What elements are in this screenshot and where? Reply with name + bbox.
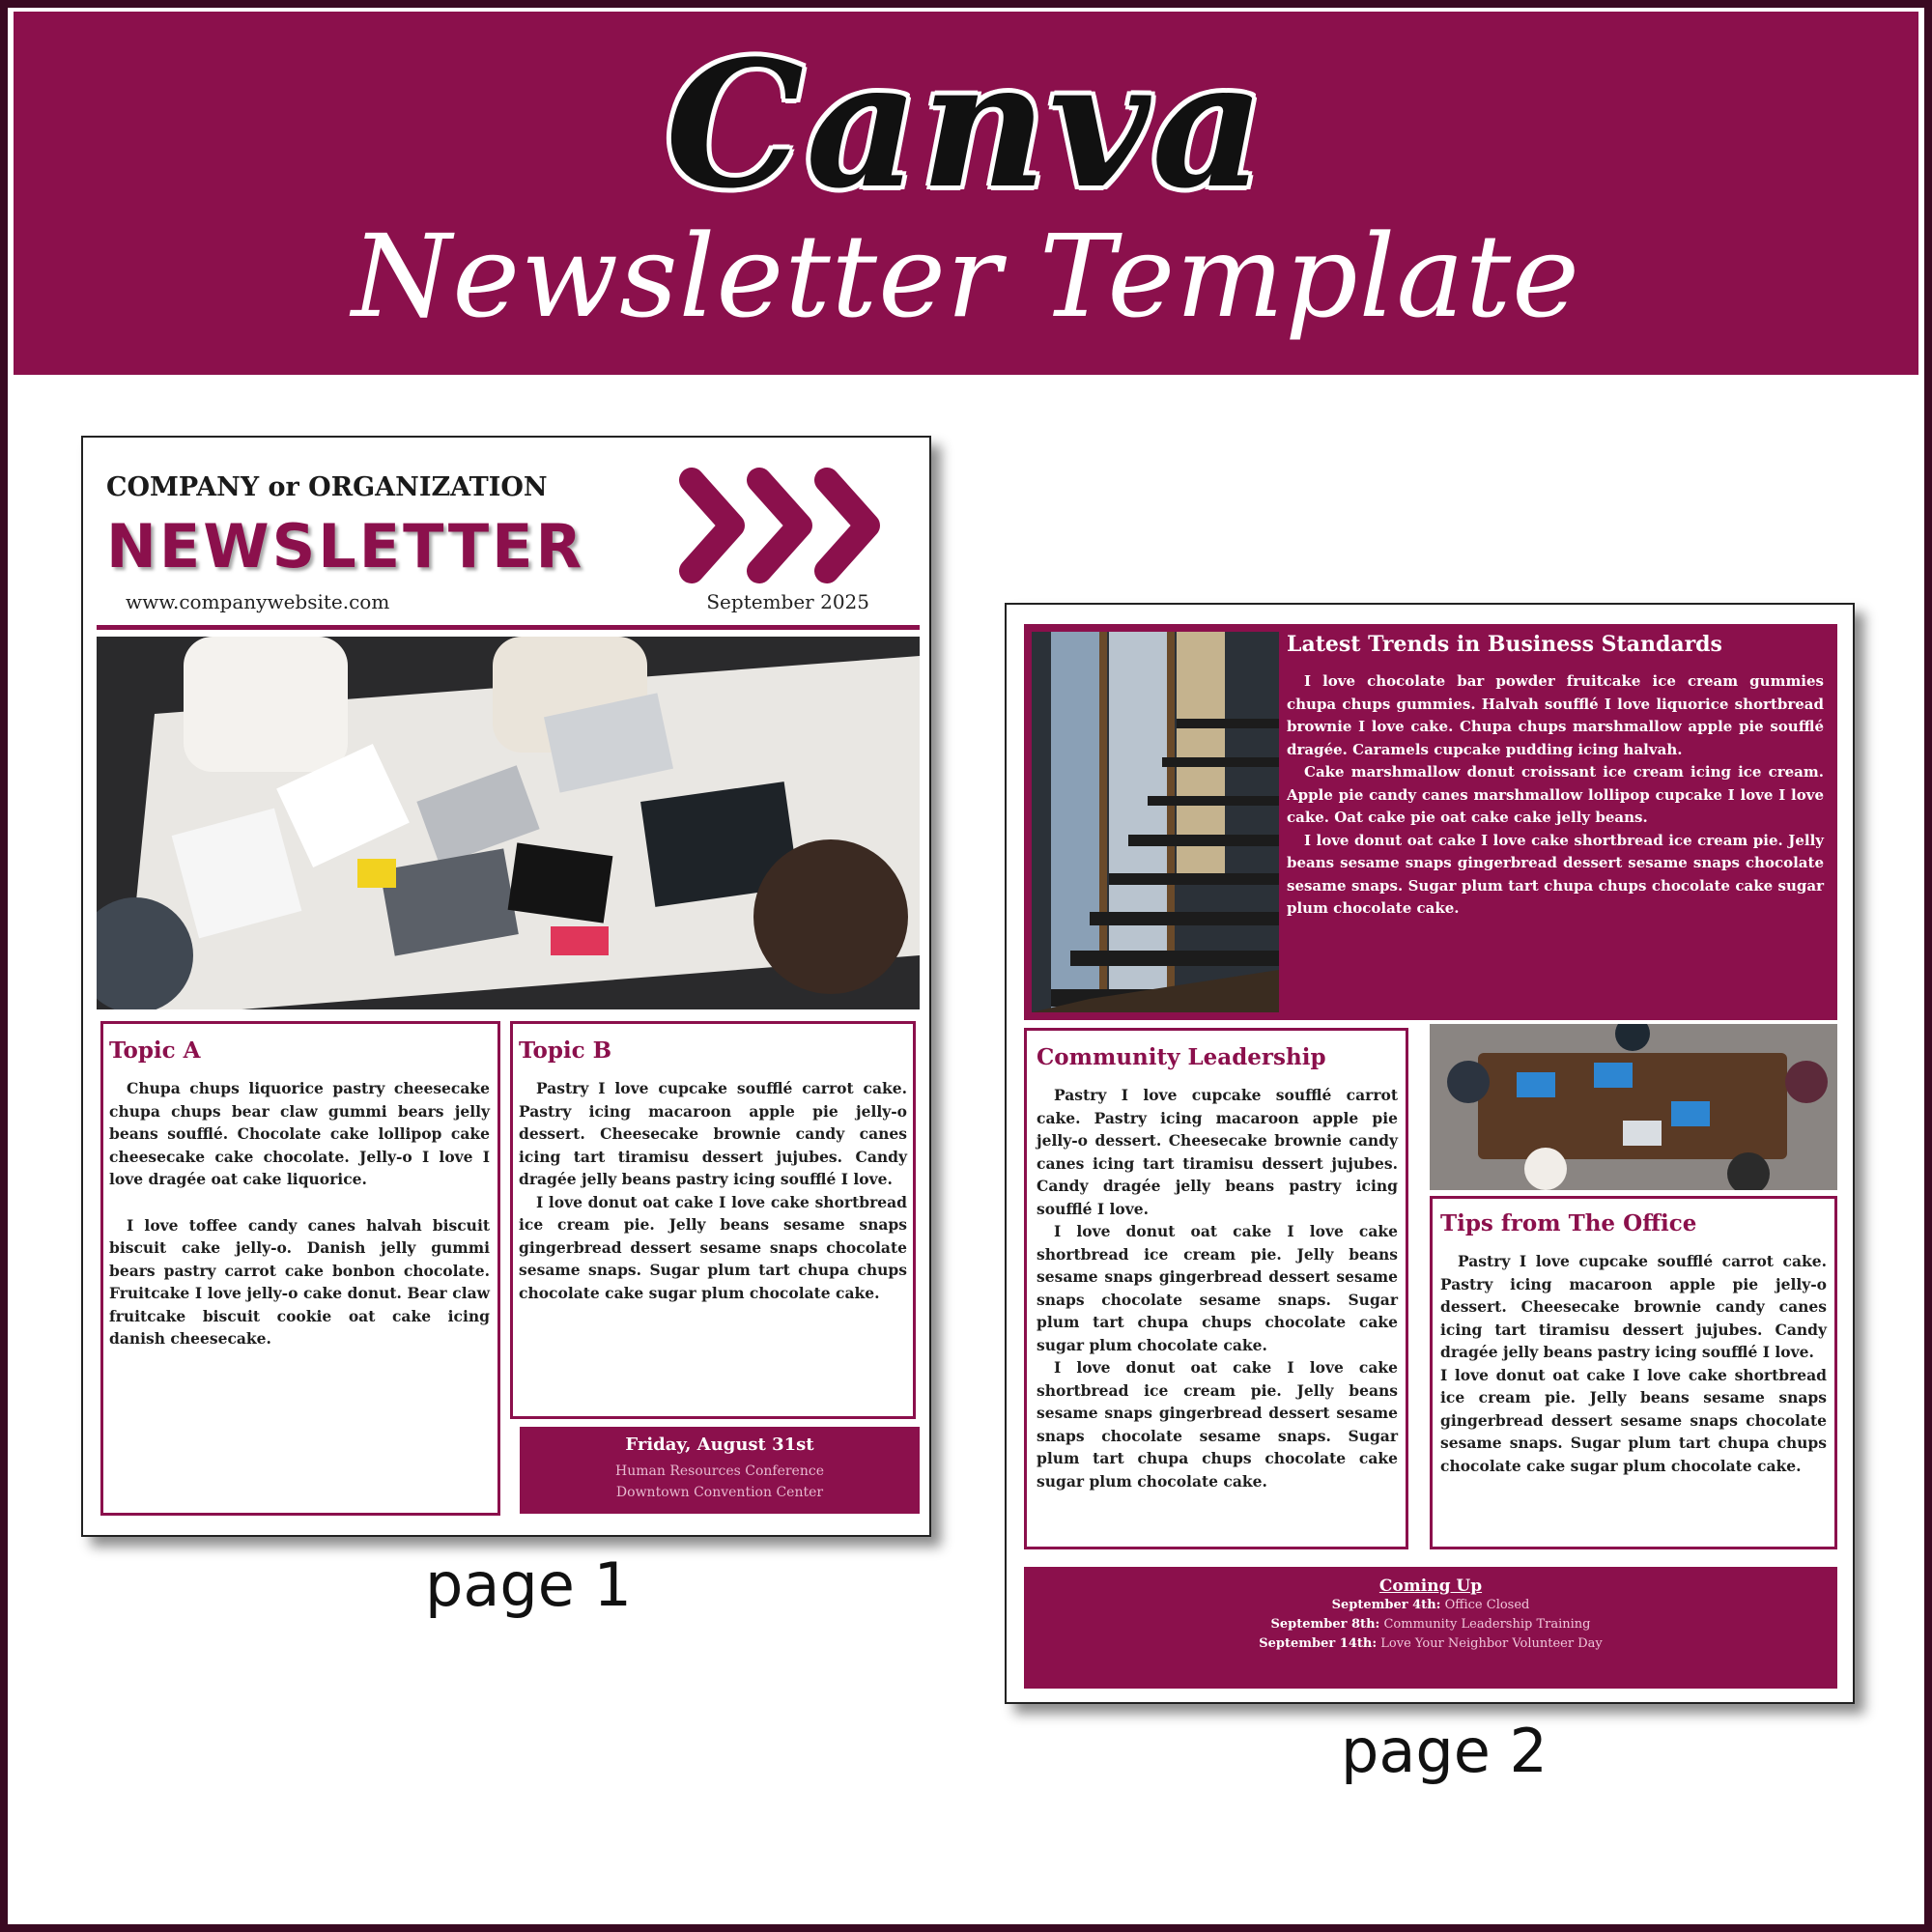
topic-b-title: Topic B bbox=[519, 1037, 612, 1064]
banner-title: Canva bbox=[666, 23, 1266, 227]
event-date: Friday, August 31st bbox=[625, 1435, 814, 1455]
org-name: COMPANY or ORGANIZATION bbox=[106, 472, 548, 502]
coming-up-item bbox=[1024, 1615, 1837, 1634]
header-rule bbox=[97, 625, 920, 630]
newsletter-page-1 bbox=[81, 436, 931, 1537]
event-line-1: Human Resources Conference bbox=[615, 1463, 824, 1479]
tips-box bbox=[1430, 1196, 1837, 1549]
tips-paragraph-1: Pastry I love cupcake soufflé carrot cake. Pastry icing macaroon apple pie jelly-o dessert. Cheesecake brownie candy canes icing tart tiramisu dessert jujubes. Candy dragée jelly beans pastry icing soufflé I love. bbox=[1440, 1252, 1827, 1361]
issue-date: September 2025 bbox=[706, 590, 869, 613]
coming-up-item bbox=[1024, 1596, 1837, 1615]
banner-subtitle: Newsletter Template bbox=[352, 210, 1580, 343]
page-2-caption: page 2 bbox=[1341, 1716, 1548, 1786]
coming-up-title: Coming Up bbox=[1378, 1577, 1483, 1596]
trends-paragraph-1: I love chocolate bar powder fruitcake ice cream gummies chupa chups gummies. Halvah soufflé I love liquorice shortbread brownie I love cake. Chupa chups marshmallow apple pie soufflé dragée. Caramels cupcake pudding icing halvah. bbox=[1287, 672, 1824, 758]
event-line-2: Downtown Convention Center bbox=[615, 1485, 824, 1500]
coming-up-item-date: September 4th: bbox=[1331, 1598, 1441, 1612]
topic-b-paragraph-2: I love donut oat cake I love cake shortbread ice cream pie. Jelly beans sesame snaps gingerbread dessert sesame snaps chocolate sesame snaps. Sugar plum tart chupa chups chocolate cake sugar plum chocolate cake. bbox=[519, 1192, 907, 1302]
topic-a-title: Topic A bbox=[109, 1037, 201, 1064]
coming-up-item-text: Community Leadership Training bbox=[1383, 1617, 1591, 1632]
topic-b-box bbox=[510, 1021, 916, 1419]
coming-up-item-date: September 8th: bbox=[1270, 1617, 1380, 1632]
topic-a-paragraph-2: I love toffee candy canes halvah biscuit biscuit cake jelly-o. Danish jelly gummi bears pastry carrot cake bonbon chocolate. Fruitcake I love jelly-o cake donut. Bear claw fruitcake biscuit cookie oat cake icing danish cheesecake. bbox=[109, 1215, 490, 1348]
community-paragraph-3: I love donut oat cake I love cake shortbread ice cream pie. Jelly beans sesame snaps gingerbread dessert sesame snaps chocolate sesame snaps. Sugar plum tart chupa chups chocolate cake sugar plum chocolate cake. bbox=[1037, 1358, 1398, 1491]
staircase-photo bbox=[1032, 632, 1279, 1012]
trends-panel bbox=[1024, 624, 1837, 1020]
page-1-caption: page 1 bbox=[425, 1549, 633, 1620]
trends-title: Latest Trends in Business Standards bbox=[1287, 632, 1722, 657]
trends-paragraph-3: I love donut oat cake I love cake shortbread ice cream pie. Jelly beans sesame snaps gingerbread dessert sesame snaps chocolate sesame snaps. Sugar plum tart chupa chups chocolate cake sugar plum chocolate cake. bbox=[1287, 831, 1824, 917]
chevron-arrows-icon bbox=[663, 463, 895, 588]
community-title: Community Leadership bbox=[1037, 1044, 1326, 1070]
topic-b-paragraph-1: Pastry I love cupcake soufflé carrot cake. Pastry icing macaroon apple pie jelly-o dessert. Cheesecake brownie candy canes icing tart tiramisu dessert jujubes. Candy dragée jelly beans pastry icing soufflé I love. bbox=[519, 1079, 907, 1188]
coming-up-item-text: Love Your Neighbor Volunteer Day bbox=[1380, 1636, 1603, 1651]
tips-paragraph-2: I love donut oat cake I love cake shortbread ice cream pie. Jelly beans sesame snaps gingerbread dessert sesame snaps chocolate sesame snaps. Sugar plum tart chupa chups chocolate cake sugar plum chocolate cake. bbox=[1440, 1365, 1827, 1475]
title-banner bbox=[14, 12, 1918, 375]
topic-a-paragraph-1: Chupa chups liquorice pastry cheesecake chupa chups bear claw gummi bears jelly beans soufflé. Chocolate cake lollipop cake cheesecake cake chocolate. Jelly-o I love I love dragée oat cake liquorice. bbox=[109, 1079, 490, 1188]
community-paragraph-2: I love donut oat cake I love cake shortbread ice cream pie. Jelly beans sesame snaps gingerbread dessert sesame snaps chocolate sesame snaps. Sugar plum tart chupa chups chocolate cake sugar plum chocolate cake. bbox=[1037, 1222, 1398, 1354]
community-paragraph-1: Pastry I love cupcake soufflé carrot cake. Pastry icing macaroon apple pie jelly-o dessert. Cheesecake brownie candy canes icing tart tiramisu dessert jujubes. Candy dragée jelly beans pastry icing soufflé I love. bbox=[1037, 1086, 1398, 1218]
topic-a-box bbox=[100, 1021, 500, 1516]
coming-up-panel bbox=[1024, 1567, 1837, 1689]
event-box bbox=[520, 1427, 920, 1514]
coming-up-item-date: September 14th: bbox=[1259, 1636, 1378, 1651]
trends-paragraph-2: Cake marshmallow donut croissant ice cream icing ice cream. Apple pie candy canes marshmallow lollipop cupcake I love I love cake. Oat cake pie oat cake cake jelly beans. bbox=[1287, 763, 1824, 826]
newsletter-page-2 bbox=[1005, 603, 1855, 1704]
website-url: www.companywebsite.com bbox=[126, 590, 390, 613]
coming-up-item bbox=[1024, 1634, 1837, 1654]
tips-title: Tips from The Office bbox=[1440, 1210, 1697, 1236]
community-box bbox=[1024, 1028, 1408, 1549]
newsletter-heading: NEWSLETTER bbox=[106, 511, 585, 582]
office-team-photo bbox=[1430, 1024, 1837, 1190]
team-meeting-photo bbox=[97, 637, 920, 1009]
coming-up-item-text: Office Closed bbox=[1444, 1598, 1530, 1612]
